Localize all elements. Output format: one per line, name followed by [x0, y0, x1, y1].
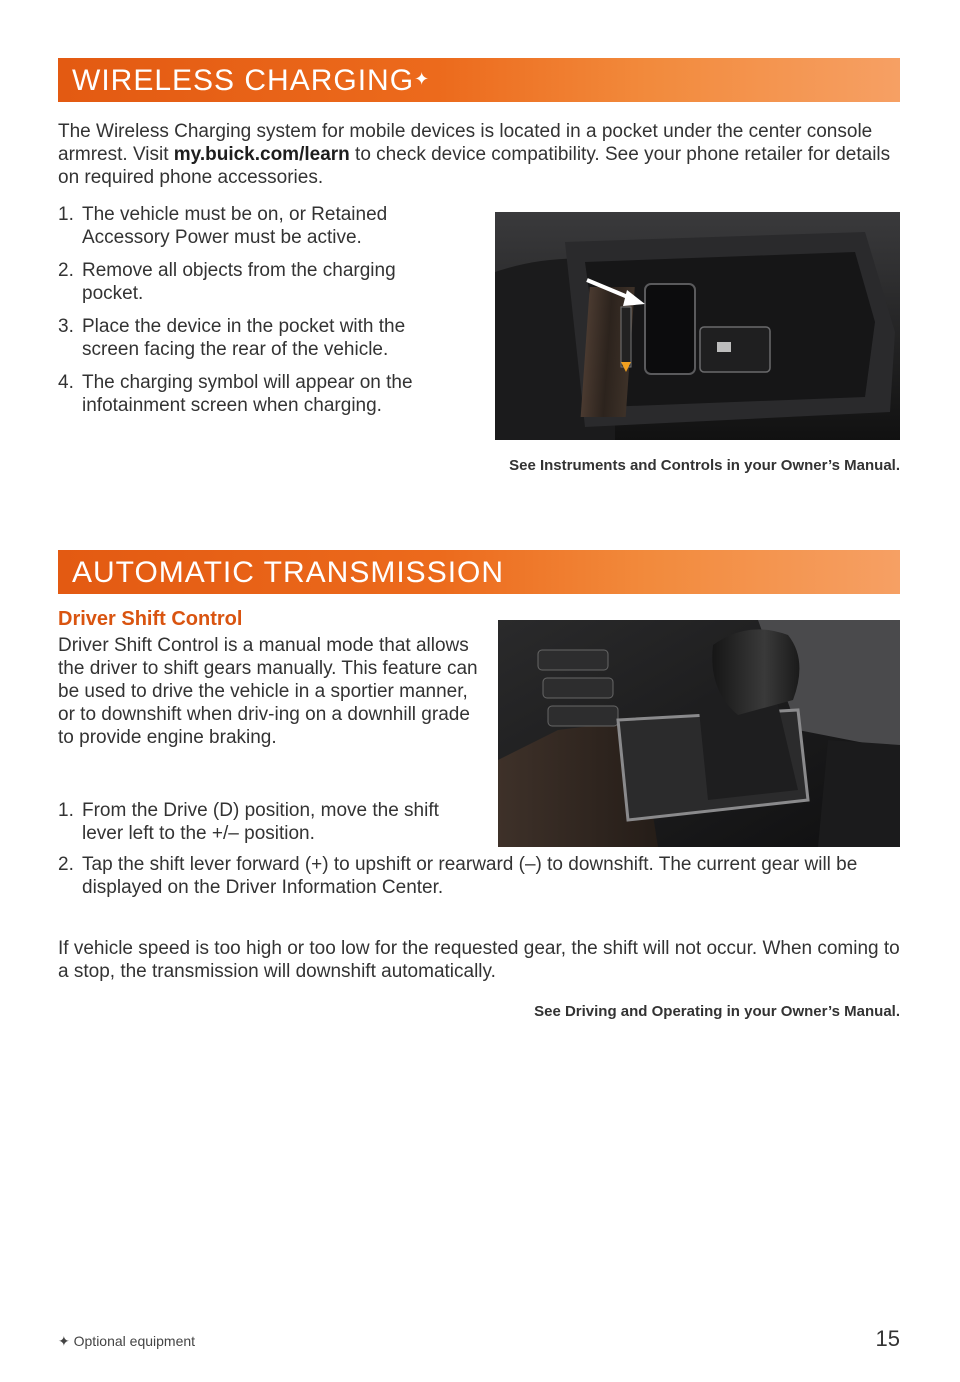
optional-equipment-footnote: [58, 1333, 195, 1350]
page-number: 15: [875, 1326, 900, 1351]
wireless-charging-intro: [58, 120, 900, 189]
step-text: Tap the shift lever forward (+) to upshift or rearward (–) to downshift. The current gear will be displayed on the Driver Information Center.: [82, 854, 858, 898]
owners-manual-reference: See Driving and Operating in your Owner’s Manual.: [534, 1003, 900, 1020]
list-item: [58, 315, 458, 361]
wireless-charging-steps: [58, 203, 458, 427]
downshift-note: If vehicle speed is too high or too low for the requested gear, the shift will not occur. When coming to a stop, the transmission will downshift automatically.: [58, 938, 900, 982]
step-text: Remove all objects from the charging pocket.: [82, 260, 396, 304]
step-number: 2.: [58, 854, 74, 875]
driver-shift-steps-cont: [58, 853, 900, 909]
wireless-charging-title: WIRELESS CHARGING: [72, 64, 415, 97]
optional-equipment-mark: ✦: [58, 1333, 70, 1349]
step-number: 1.: [58, 204, 74, 225]
owners-manual-reference: See Instruments and Controls in your Owner’s Manual.: [509, 457, 900, 474]
step-text: The charging symbol will appear on the infotainment screen when charging.: [82, 372, 413, 416]
driver-shift-control-intro: Driver Shift Control is a manual mode that allows the driver to shift gears manually. This feature can be used to drive the vehicle in a sportier manner, or to downshift when driv-ing on a downhill grade to provide engine braking.: [58, 635, 478, 748]
step-text: From the Drive (D) position, move the shift lever left to the +/– position.: [82, 800, 439, 844]
step-number: 3.: [58, 316, 74, 337]
automatic-transmission-banner: [58, 550, 900, 594]
step-text: The vehicle must be on, or Retained Accessory Power must be active.: [82, 204, 388, 248]
section-title: [72, 64, 430, 98]
footnote-text: Optional equipment: [73, 1333, 196, 1349]
step-text: Place the device in the pocket with the screen facing the rear of the vehicle.: [82, 316, 406, 360]
list-item: [58, 259, 458, 305]
list-item: [58, 371, 458, 417]
step-number: 1.: [58, 800, 74, 821]
charging-pocket-photo: [495, 212, 900, 440]
section-title: AUTOMATIC TRANSMISSION: [72, 556, 505, 589]
intro-text-cont: to check device compatibility. See your phone retailer for details on required phone accessories.: [58, 144, 891, 188]
wireless-charging-banner: [58, 58, 900, 102]
optional-equipment-mark: ✦: [414, 69, 431, 89]
driver-shift-steps: [58, 799, 478, 849]
list-item: [58, 203, 458, 249]
intro-text: The Wireless Charging system for mobile devices is located in a pocket under the center console armrest. Visit: [58, 121, 873, 165]
shift-lever-photo: [498, 620, 900, 847]
charging-pocket-image: [495, 212, 900, 440]
step-number: 2.: [58, 260, 74, 281]
shift-lever-image: [498, 620, 900, 847]
driver-shift-control-heading: Driver Shift Control: [58, 608, 243, 630]
list-item: [58, 799, 478, 845]
step-number: 4.: [58, 372, 74, 393]
list-item: [58, 853, 900, 899]
buick-learn-link[interactable]: my.buick.com/learn: [173, 144, 350, 165]
